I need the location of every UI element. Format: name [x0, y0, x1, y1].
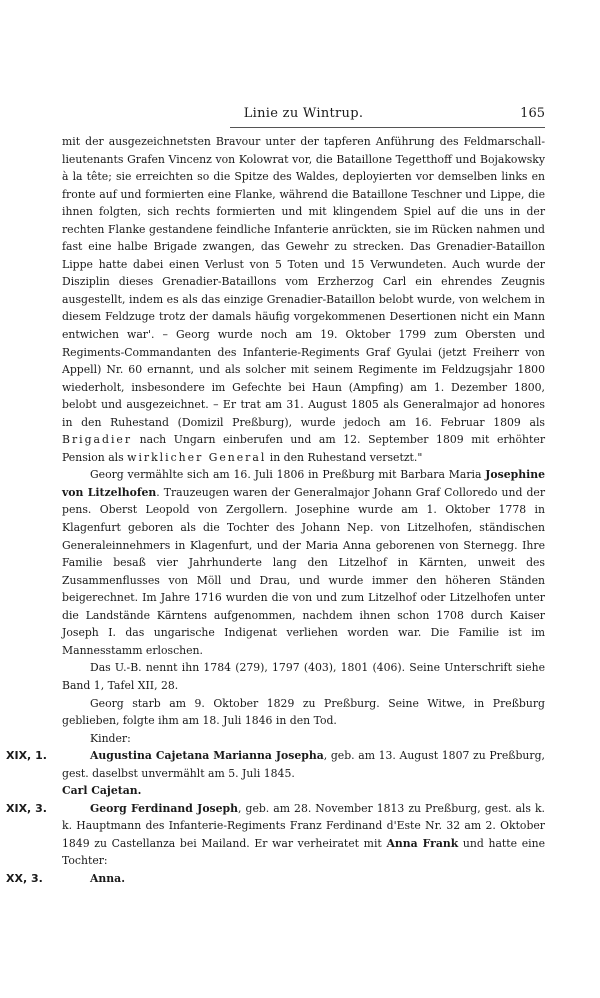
- running-title: Linie zu Wintrup.: [243, 106, 364, 121]
- genealogy-entry: XIX, 3. Georg Ferdinand Joseph, geb. am 28. November 1813 zu Preßburg, gest. als k. k. Hauptmann des Infanterie-Regiments Franz Ferdinand d'Este Nr. 32 am 2. Oktober 1849 zu Castellanza bei Mailand. Er war verheiratet mit Anna Frank und hatte eine Tochter:: [6, 801, 546, 868]
- genealogy-entry: XIX, 1. Augustina Cajetana Marianna Josepha, geb. am 13. August 1807 zu Preßburg, gest. daselbst unvermählt am 5. Juli 1845.: [6, 749, 545, 780]
- paragraph-bravour: mit der ausgezeichnetsten Bravour unter der tapferen Anführung des Feldmarschall-lieutenants Grafen Vincenz von Kolowrat vor, die Bataillone Tegetthoff und Bojakowsky à la tête; sie erreichten so die Spitze des Waldes, deployierten vor demselben links en fronte auf und formierten eine Flanke, während die Bataillone Teschner und Lippe, die ihnen folgten, sich rechts formierten und mit klingendem Spiel auf die uns in der rechten Flanke gestandene feindliche Infanterie anrückten, sie im Rücken nahmen und fast eine halbe Brigade zwangen, das Gewehr zu strecken. Das Grenadier-Bataillon Lippe hatte dabei einen Verlust von 5 Toten und 15 Verwundeten. Auch wurde der Disziplin dieses Grenadier-Bataillons vom Erzherzog Carl ein ehrendes Zeugnis ausgestellt, indem es als das einzige Grenadier-Bataillon belobt wurde, von welchem in diesem Feldzuge trotz der damals häufig vorgekommenen Desertionen nicht ein Mann entwichen war'. – Georg wurde noch am 19. Oktober 1799 zum Obersten und Regiments-Commandanten des Infanterie-Regiments Graf Gyulai (jetzt Freiherr von Appell) Nr. 60 ernannt, und als solcher mit seinem Regimente im Feldzugsjahr 1800 wiederholt, insbesondere im Gefechte bei Haun (Ampfing) am 1. Dezember 1800, belobt und ausgezeichnet. – Er trat am 31. August 1805 als Generalmajor ad honores in den Ruhestand (Domizil Preßburg), wurde jedoch am 16. Februar 1809 als Brigadier nach Ungarn einberufen und am 12. September 1809 mit erhöhter Pension als wirklicher General in den Ruhestand versetzt.": [62, 135, 545, 464]
- entry-number: XIX, 1.: [6, 749, 47, 763]
- spouse-name: Josephine von Litzelhofen: [62, 468, 545, 499]
- paragraph-ub-reference: Das U.-B. nennt ihn 1784 (279), 1797 (403), 1801 (406). Seine Unterschrift siehe Band 1, Tafel XII, 28.: [62, 661, 545, 692]
- entry-name: Augustina Cajetana Marianna Josepha: [90, 749, 324, 763]
- genealogy-entry: [6, 870, 545, 888]
- child-name-carl: Carl Cajetan.: [62, 784, 142, 798]
- page-header: [62, 106, 545, 126]
- entry-name: Georg Ferdinand Joseph: [90, 801, 239, 815]
- entry-name: Anna.: [90, 871, 125, 885]
- paragraph-marriage: Georg vermählte sich am 16. Juli 1806 in Preßburg mit Barbara Maria Josephine von Litzelhofen. Trauzeugen waren der Generalmajor Johann Graf Colloredo und der pens. Oberst Leopold von Zergollern. Josephine wurde am 1. Oktober 1778 in Klagenfurt geboren als die Tochter des Johann Nep. von Litzelhofen, ständischen Generaleinnehmers in Klagenfurt, und der Maria Anna geborenen von Sternegg. Ihre Familie besaß vier Jahrhunderte lang den Litzelhof in Kärnten, unweit des Zusammenflusses von Möll und Drau, und wurde immer den höheren Ständen beigerechnet. Im Jahre 1716 wurden die von und zum Litzelhof oder Litzelhofen unter die Landstände Kärntens aufgenommen, nachdem ihnen schon 1708 durch Kaiser Joseph I. das ungarische Indigenat verliehen worden war. Die Familie ist im Mannesstamm erloschen.: [62, 468, 546, 657]
- header-rule: [230, 127, 545, 128]
- children-heading: Kinder:: [90, 731, 131, 745]
- entry-number: XX, 3.: [6, 871, 43, 885]
- paragraph-death: Georg starb am 9. Oktober 1829 zu Preßburg. Seine Witwe, in Preßburg geblieben, folgte ihm am 18. Juli 1846 in den Tod.: [62, 696, 545, 728]
- entry-number: XIX, 3.: [6, 801, 47, 815]
- page-number: 165: [520, 106, 545, 121]
- page-body: [6, 133, 546, 888]
- wife-name: Anna Frank: [386, 836, 459, 850]
